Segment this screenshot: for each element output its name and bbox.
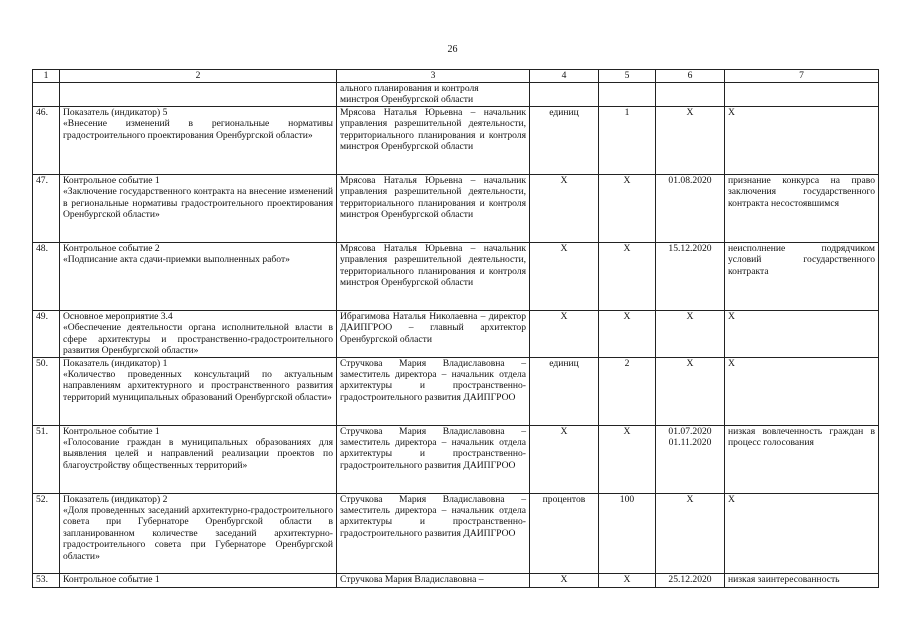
row-number-cell: 46.: [33, 107, 60, 175]
value-cell: [599, 83, 656, 107]
name-line: Контрольное событие 1: [63, 425, 160, 437]
responsible-cell: [337, 573, 530, 587]
header-row: [33, 70, 879, 83]
unit-cell: единиц: [530, 107, 599, 175]
name-cell: [60, 107, 337, 175]
row-number-cell: 51.: [33, 425, 60, 493]
table-row: [33, 493, 879, 573]
table-row: [33, 357, 879, 425]
page-number: 26: [447, 44, 458, 55]
unit-cell: X: [530, 425, 599, 493]
unit-cell: X: [530, 573, 599, 587]
header-cell: 1: [33, 70, 60, 83]
value-cell: 2: [599, 357, 656, 425]
resp-line: Мрясова Наталья Юрьевна – начальник управления разрешительной деятельности, территориального планирования и контроля минстроя Оренбургской области: [340, 107, 526, 153]
unit-cell: процентов: [530, 493, 599, 573]
table-row: [33, 243, 879, 311]
resp-line: ального планирования и контроля: [340, 83, 479, 94]
resp-line: минстроя Оренбургской области: [340, 94, 474, 106]
header-cell: 2: [60, 70, 337, 83]
date-cell: [656, 357, 725, 425]
table-row: [33, 311, 879, 358]
risk-cell: низкая заинтересованность: [725, 573, 879, 587]
value-cell: 100: [599, 493, 656, 573]
date-line: 01.08.2020: [668, 175, 712, 186]
header-cell: 7: [725, 70, 879, 83]
responsible-cell: [337, 493, 530, 573]
resp-line: Мрясова Наталья Юрьевна – начальник управления разрешительной деятельности, территориального планирования и контроля минстроя Оренбургской области: [340, 175, 526, 221]
risk-cell: низкая вовлеченность граждан в процесс голосования: [725, 425, 879, 493]
table-row: [33, 425, 879, 493]
risk-cell: X: [725, 357, 879, 425]
value-cell: X: [599, 243, 656, 311]
date-line: X: [686, 357, 694, 369]
risk-cell: [725, 83, 879, 107]
date-cell: [656, 83, 725, 107]
risk-cell: X: [725, 311, 879, 358]
name-cell: [60, 425, 337, 493]
date-line: 15.12.2020: [668, 243, 712, 254]
name-line: «Внесение изменений в региональные нормативы градостроительного проектирования Оренбургской области»: [63, 118, 333, 141]
responsible-cell: [337, 243, 530, 311]
resp-line: Стручкова Мария Владиславовна – заместитель директора – начальник отдела архитектуры и пространственно-градостроительного развития ДАИПГРОО: [340, 425, 526, 471]
name-line: «Количество проведенных консультаций по актуальным направлениям архитектурного и пространственного развития территорий муниципальных образований Оренбургской области»: [63, 369, 333, 403]
resp-line: Стручкова Мария Владиславовна –: [340, 573, 484, 585]
table-row: [33, 573, 879, 587]
value-cell: X: [599, 573, 656, 587]
table-row: [33, 107, 879, 175]
row-number-cell: 50.: [33, 357, 60, 425]
responsible-cell: [337, 425, 530, 493]
name-line: «Подписание акта сдачи-приемки выполненных работ»: [63, 254, 290, 266]
date-cell: [656, 175, 725, 243]
name-cell: [60, 357, 337, 425]
name-cell: [60, 243, 337, 311]
unit-cell: единиц: [530, 357, 599, 425]
name-line: «Голосование граждан в муниципальных образованиях для выявления целей и направлений реализации проектов по благоустройству общественных территорий»: [63, 437, 333, 471]
name-line: Контрольное событие 1: [63, 573, 160, 585]
name-cell: [60, 175, 337, 243]
date-cell: [656, 425, 725, 493]
name-cell: [60, 573, 337, 587]
row-number-cell: 47.: [33, 175, 60, 243]
risk-cell: X: [725, 493, 879, 573]
row-number-cell: 49.: [33, 311, 60, 358]
row-number-cell: 52.: [33, 493, 60, 573]
responsible-cell: [337, 357, 530, 425]
row-number-cell: [33, 83, 60, 107]
name-line: «Обеспечение деятельности органа исполнительной власти в сфере архитектуры и пространственно-градостроительного развития Оренбургской области»: [63, 322, 333, 357]
unit-cell: [530, 83, 599, 107]
table-row: [33, 83, 879, 107]
date-cell: [656, 573, 725, 587]
date-cell: [656, 493, 725, 573]
value-cell: X: [599, 175, 656, 243]
date-line: 01.11.2020: [668, 437, 712, 449]
row-number-cell: 48.: [33, 243, 60, 311]
date-cell: [656, 311, 725, 358]
risk-cell: неисполнение подрядчиком условий государственного контракта: [725, 243, 879, 311]
date-line: X: [686, 107, 694, 118]
date-line: 25.12.2020: [668, 573, 712, 585]
name-line: Показатель (индикатор) 5: [63, 107, 168, 118]
date-line: X: [686, 493, 694, 505]
name-line: Контрольное событие 1: [63, 175, 160, 186]
unit-cell: X: [530, 311, 599, 358]
date-line: 01.07.2020: [668, 425, 712, 437]
risk-cell: признание конкурса на право заключения государственного контракта несостоявшимся: [725, 175, 879, 243]
unit-cell: X: [530, 243, 599, 311]
value-cell: X: [599, 425, 656, 493]
header-cell: 6: [656, 70, 725, 83]
responsible-cell: [337, 107, 530, 175]
table-row: [33, 175, 879, 243]
resp-line: Стручкова Мария Владиславовна – заместитель директора – начальник отдела архитектуры и пространственно-градостроительного развития ДАИПГРОО: [340, 493, 526, 539]
name-line: «Заключение государственного контракта на внесение изменений в региональные нормативы градостроительного проектирования Оренбургской области»: [63, 186, 333, 221]
name-cell: [60, 311, 337, 358]
responsible-cell: [337, 83, 530, 107]
plan-table: [32, 69, 879, 588]
name-line: Основное мероприятие 3.4: [63, 311, 173, 322]
date-line: X: [686, 311, 694, 322]
name-line: Контрольное событие 2: [63, 243, 160, 254]
name-line: «Доля проведенных заседаний архитектурно-градостроительного совета при Губернаторе Оренбургской области в запланированном количестве заседаний архитектурно-градостроительного совета при Губернаторе Оренбургской области»: [63, 505, 333, 562]
date-cell: [656, 243, 725, 311]
risk-cell: X: [725, 107, 879, 175]
unit-cell: X: [530, 175, 599, 243]
resp-line: Ибрагимова Наталья Николаевна – директор ДАИПГРОО – главный архитектор Оренбургской области: [340, 311, 526, 345]
name-line: Показатель (индикатор) 1: [63, 357, 168, 369]
name-cell: [60, 83, 337, 107]
name-line: Показатель (индикатор) 2: [63, 493, 168, 505]
responsible-cell: [337, 311, 530, 358]
header-cell: 5: [599, 70, 656, 83]
resp-line: Стручкова Мария Владиславовна – заместитель директора – начальник отдела архитектуры и пространственно-градостроительного развития ДАИПГРОО: [340, 357, 526, 403]
date-cell: [656, 107, 725, 175]
value-cell: X: [599, 311, 656, 358]
header-cell: 4: [530, 70, 599, 83]
name-cell: [60, 493, 337, 573]
value-cell: 1: [599, 107, 656, 175]
row-number-cell: 53.: [33, 573, 60, 587]
resp-line: Мрясова Наталья Юрьевна – начальник управления разрешительной деятельности, территориального планирования и контроля минстроя Оренбургской области: [340, 243, 526, 289]
header-cell: 3: [337, 70, 530, 83]
responsible-cell: [337, 175, 530, 243]
